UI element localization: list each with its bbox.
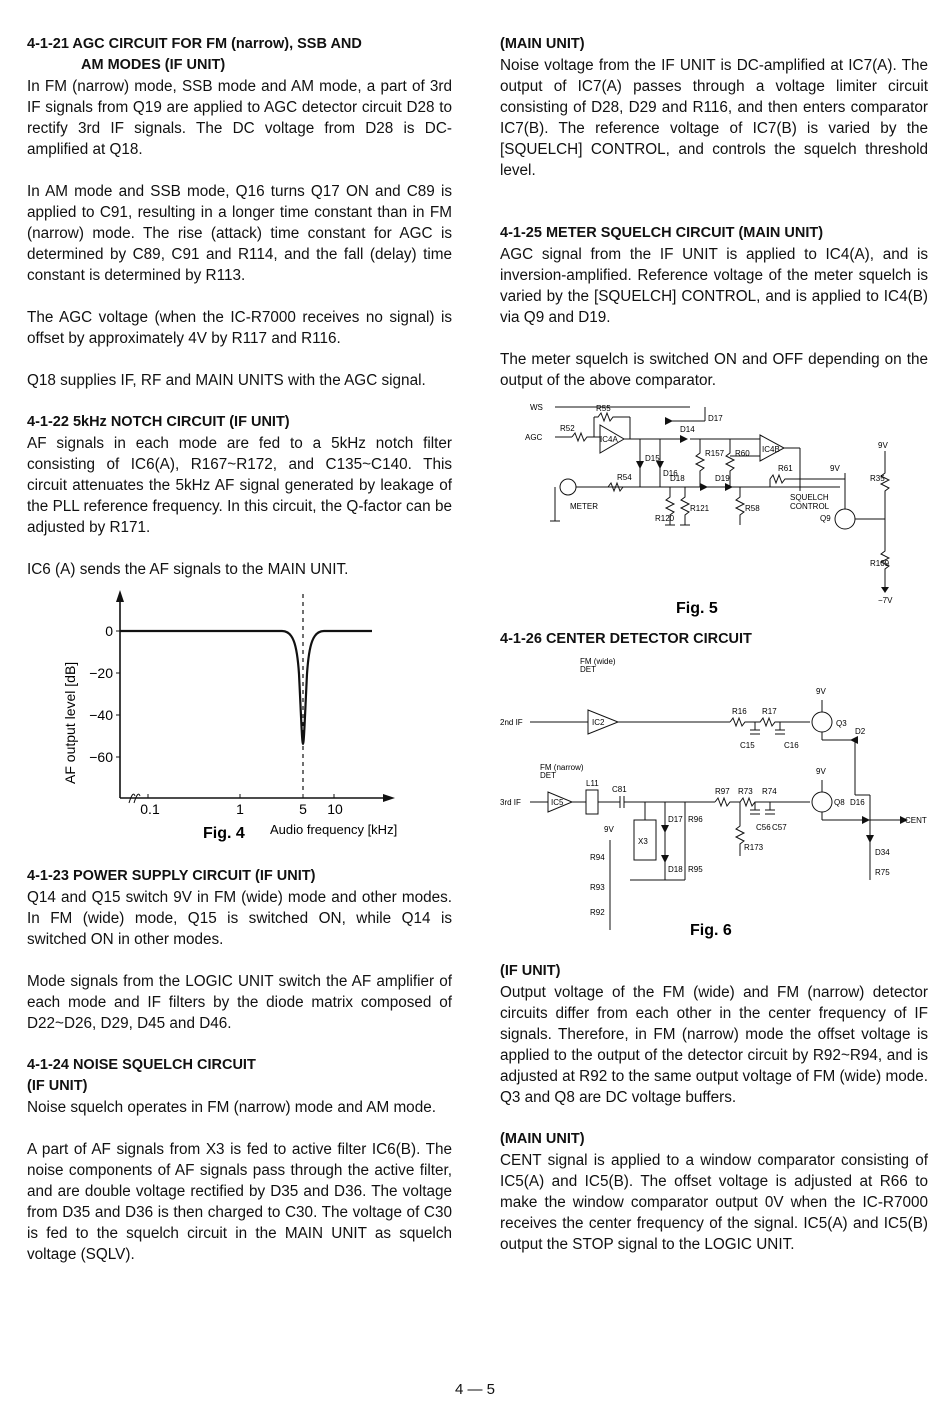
label-3rd-if: 3rd IF <box>500 798 521 807</box>
label-r61: R61 <box>778 464 793 473</box>
y-tick-label: 0 <box>105 623 113 639</box>
label-d18: D18 <box>668 865 683 874</box>
unit-subheading: (IF UNIT) <box>500 963 561 979</box>
figure-6 <box>500 650 928 940</box>
label-meter: METER <box>570 502 598 511</box>
y-axis-arrow <box>116 590 124 602</box>
label-9v: 9V <box>816 767 826 776</box>
label-ic5: IC5 <box>551 798 564 807</box>
label-cent: CENT <box>905 816 927 825</box>
label-r60: R60 <box>735 449 750 458</box>
label-d17: D17 <box>708 414 723 423</box>
label-r120: R120 <box>655 514 675 523</box>
x-tick-label: 5 <box>299 801 307 817</box>
label-r54: R54 <box>617 473 632 482</box>
label-q9: Q9 <box>820 514 831 523</box>
unit-subheading: (MAIN UNIT) <box>500 1131 585 1147</box>
paragraph: Q18 supplies IF, RF and MAIN UNITS with the AGC signal. <box>27 372 426 389</box>
label-ws: WS <box>530 403 543 412</box>
paragraph: The meter squelch is switched ON and OFF depending on the output of the above comparator. <box>500 351 928 389</box>
y-tick-label: −40 <box>89 707 113 723</box>
label-9v: 9V <box>878 441 888 450</box>
label-c57: C57 <box>772 823 787 832</box>
label-d18: D18 <box>670 474 685 483</box>
meter-squelch-schematic <box>500 401 928 623</box>
label-minus-7v: −7V <box>878 596 893 605</box>
section-4-1-22-title: 4-1-22 5kHz NOTCH CIRCUIT (IF UNIT) <box>27 414 290 430</box>
label-det: DET <box>580 665 596 674</box>
unit-subheading: (MAIN UNIT) <box>500 36 585 52</box>
label-c16: C16 <box>784 741 799 750</box>
label-det: DET <box>540 771 556 780</box>
figure-5 <box>500 401 928 623</box>
label-r92: R92 <box>590 908 605 917</box>
label-r74: R74 <box>762 787 777 796</box>
label-c15: C15 <box>740 741 755 750</box>
label-r121: R121 <box>690 504 710 513</box>
label-r93: R93 <box>590 883 605 892</box>
left-column <box>27 34 452 1265</box>
paragraph: IC6 (A) sends the AF signals to the MAIN UNIT. <box>27 561 349 578</box>
paragraph: AGC signal from the IF UNIT is applied to IC4(A), and is inversion-amplified. Reference voltage of the meter squelch is varied by the [SQUELCH] CONTROL, and is applied to IC4(B) via Q9 and D19. <box>500 246 928 326</box>
label-r97: R97 <box>715 787 730 796</box>
label-d16: D16 <box>850 798 865 807</box>
figure-caption: Fig. 4 <box>203 825 245 842</box>
label-r173: R173 <box>744 843 764 852</box>
x-tick-label: 1 <box>236 801 244 817</box>
label-r58: R58 <box>745 504 760 513</box>
y-axis-label: AF output level [dB] <box>62 661 78 784</box>
label-fm-wide: FM (wide) <box>580 657 616 666</box>
x-tick-label: 0.1 <box>140 801 160 817</box>
label-d15: D15 <box>645 454 660 463</box>
paragraph: The AGC voltage (when the IC-R7000 receives no signal) is offset by approximately 4V by R117 and R116. <box>27 309 452 347</box>
paragraph: Mode signals from the LOGIC UNIT switch the AF amplifier of each mode and IF filters by the diode matrix composed of D22~D26, D29, D45 and D46. <box>27 973 452 1032</box>
label-r35: R35 <box>870 474 885 483</box>
label-r52: R52 <box>560 424 575 433</box>
label-control: CONTROL <box>790 502 830 511</box>
section-title-line-2: AM MODES (IF UNIT) <box>81 57 226 73</box>
label-r16: R16 <box>732 707 747 716</box>
x-axis-arrow <box>383 794 395 802</box>
unit-subheading: (IF UNIT) <box>27 1078 88 1094</box>
center-detector-schematic <box>500 650 928 940</box>
label-d2: D2 <box>855 727 866 736</box>
label-d19: D19 <box>715 474 730 483</box>
y-tick-label: −20 <box>89 665 113 681</box>
response-curve <box>120 631 372 744</box>
section-4-1-23-title: 4-1-23 POWER SUPPLY CIRCUIT (IF UNIT) <box>27 868 316 884</box>
paragraph: CENT signal is applied to a window comparator consisting of IC5(A) and IC5(B). The offset voltage is adjusted at R66 to make the window comparator output 0V when the IC-R7000 receives the center frequency of the signal. IC5(A) and IC5(B) output the STOP signal to the LOGIC UNIT. <box>500 1152 928 1253</box>
label-r95: R95 <box>688 865 703 874</box>
label-l11: L11 <box>586 779 599 788</box>
label-r157: R157 <box>705 449 725 458</box>
label-d17: D17 <box>668 815 683 824</box>
right-column <box>500 34 928 1255</box>
paragraph: AF signals in each mode are fed to a 5kHz notch filter consisting of IC6(A), R167~R172, and C135~C140. This circuit attenuates the 5kHz AF signal generated by leakage of the PLL reference frequency. In this circuit, the Q-factor can be adjusted by R171. <box>27 435 452 536</box>
section-4-1-24-title: 4-1-24 NOISE SQUELCH CIRCUIT <box>27 1057 256 1073</box>
label-agc: AGC <box>525 433 543 442</box>
label-r17: R17 <box>762 707 777 716</box>
label-c81: C81 <box>612 785 627 794</box>
label-fm-narrow: FM (narrow) <box>540 763 584 772</box>
label-r73: R73 <box>738 787 753 796</box>
section-4-1-26-title: 4-1-26 CENTER DETECTOR CIRCUIT <box>500 631 752 647</box>
paragraph: A part of AF signals from X3 is fed to active filter IC6(B). The noise components of AF signals pass through the active filter, and are double voltage rectified by D35 and D36. The voltage from D35 and D36 is then charged to C30. The voltage of C30 is fed to the squelch circuit in the MAIN UNIT as squelch voltage (SQLV). <box>27 1141 452 1263</box>
label-q8: Q8 <box>834 798 845 807</box>
paragraph: In FM (narrow) mode, SSB mode and AM mode, a part of 3rd IF signals from Q19 are applied to AGC detector circuit D28 to rectify 3rd IF signals. The DC voltage from D28 is DC-amplified at Q18. <box>27 78 452 158</box>
figure-caption: Fig. 6 <box>690 922 732 939</box>
label-c56: C56 <box>756 823 771 832</box>
notch-response-chart <box>27 584 452 866</box>
section-4-1-21-title <box>27 34 452 76</box>
label-r94: R94 <box>590 853 605 862</box>
paragraph: Noise voltage from the IF UNIT is DC-amplified at IC7(A). The output of IC7(A) passes through a voltage limiter circuit consisting of D28, D29 and R116, and then enters comparator IC7(B). The reference voltage of IC7(B) is varied by the [SQUELCH] CONTROL, and controls the squelch threshold level. <box>500 57 928 179</box>
label-r96: R96 <box>688 815 703 824</box>
label-ic2: IC2 <box>592 718 605 727</box>
x-axis-label: Audio frequency [kHz] <box>270 822 398 837</box>
label-q3: Q3 <box>836 719 847 728</box>
label-9v: 9V <box>830 464 840 473</box>
label-ic4b: IC4B <box>762 445 780 454</box>
figure-caption: Fig. 5 <box>676 600 718 617</box>
label-r109: R109 <box>870 559 890 568</box>
label-squelch: SQUELCH <box>790 493 829 502</box>
section-title-line-1: 4-1-21 AGC CIRCUIT FOR FM (narrow), SSB AND <box>27 36 362 52</box>
y-tick-label: −60 <box>89 749 113 765</box>
paragraph: Noise squelch operates in FM (narrow) mode and AM mode. <box>27 1099 436 1116</box>
label-d34: D34 <box>875 848 890 857</box>
label-9v: 9V <box>604 825 614 834</box>
label-r75: R75 <box>875 868 890 877</box>
label-ic4a: IC4A <box>600 435 618 444</box>
paragraph: In AM mode and SSB mode, Q16 turns Q17 ON and C89 is applied to C91, resulting in a longer time constant than in FM (narrow) mode. The rise (attack) time constant for AGC is determined by C89, C91 and R114, and the fall (delay) time constant is determined by R113. <box>27 183 452 284</box>
label-9v: 9V <box>816 687 826 696</box>
page-number: 4 — 5 <box>454 1381 496 1398</box>
figure-4 <box>27 584 452 866</box>
label-d16: D16 <box>663 469 678 478</box>
section-4-1-25-title: 4-1-25 METER SQUELCH CIRCUIT (MAIN UNIT) <box>500 225 824 241</box>
label-d14: D14 <box>680 425 695 434</box>
label-2nd-if: 2nd IF <box>500 718 523 727</box>
label-r55: R55 <box>596 404 611 413</box>
paragraph: Q14 and Q15 switch 9V in FM (wide) mode and other modes. In FM (wide) mode, Q15 is switched ON, while Q14 is switched ON in other modes. <box>27 889 452 948</box>
label-x3: X3 <box>638 837 648 846</box>
x-tick-label: 10 <box>327 801 343 817</box>
paragraph: Output voltage of the FM (wide) and FM (narrow) detector circuits differ from each other in the center frequency of IF signals. Therefore, in FM (narrow) mode the offset voltage is applied to the output of the detector circuit by R92~R94, and is adjusted at R92 to the same output voltage of FM (wide) mode. Q3 and Q8 are DC voltage buffers. <box>500 984 928 1106</box>
